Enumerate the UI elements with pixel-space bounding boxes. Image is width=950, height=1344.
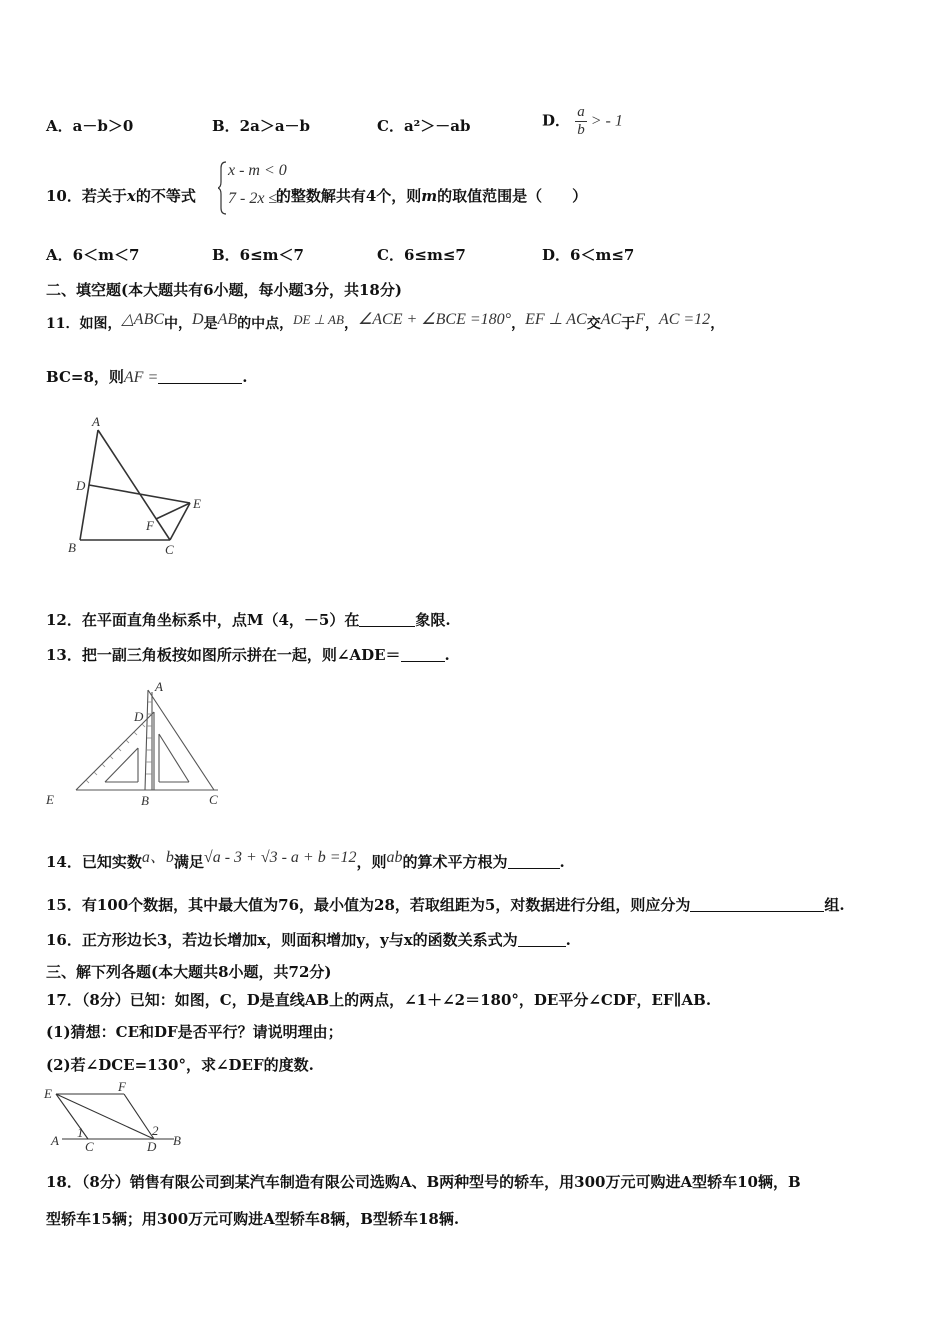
q16-text: 16．正方形边长3，若边长增加x，则面积增加y，y与x的函数关系式为 (46, 931, 518, 949)
q12-stem (46, 610, 451, 630)
q11-text-9: ， (644, 316, 659, 332)
q11-fig-label-f: F (146, 518, 154, 533)
q10-var-m: m (421, 187, 438, 205)
q14-text-1: 14．已知实数 (46, 853, 142, 871)
q13-fig-label-b: B (141, 793, 149, 808)
q15-text: 15．有100个数据，其中最大值为76，最小值为28，若取组距为5，对数据进行分组，则应分为 (46, 896, 691, 914)
q14-end: . (559, 853, 565, 871)
q17-fig-label-1: 1 (77, 1125, 84, 1140)
q13-fig-label-a: A (155, 680, 163, 694)
q16-stem (46, 930, 571, 950)
q10-suffix: 的整数解共有4个，则 (275, 187, 422, 205)
q17-fig-label-a: A (51, 1133, 59, 1148)
q11-math-perp: DE ⊥ AB (293, 312, 344, 327)
q17-part-1: (1)猜想：CE和DF是否平行？请说明理由； (46, 1023, 343, 1041)
q14-text-2: 满足 (173, 853, 204, 871)
q11-line2-math: AF = (123, 369, 159, 386)
q12-text: 12．在平面直角坐标系中，点M（4，－5）在 (46, 611, 360, 629)
q11-text-2: 中， (164, 316, 193, 332)
q11-fig-label-e: E (193, 496, 201, 511)
q14-math-ab-vars: a、b (141, 849, 174, 866)
q11-line2-text: BC=8，则 (46, 368, 124, 386)
q10-option-d: D．6＜m≤7 (542, 246, 635, 264)
q13-fig-label-d: D (134, 709, 144, 724)
q10-option-c: C．6≤m≤7 (377, 246, 466, 264)
q15-end: 组. (824, 896, 845, 914)
q11-math-triangle: △ABC (121, 311, 165, 328)
q9-option-d-label: D． (542, 111, 571, 130)
q11-fig-label-c: C (165, 542, 174, 557)
q12-end: 象限. (415, 611, 451, 629)
q11-text-7: 交 (586, 316, 601, 332)
q17-fig-label-e: E (44, 1086, 52, 1101)
q10-stem (46, 186, 587, 206)
q11-text-10: ， (710, 316, 725, 332)
q17-fig-label-c: C (85, 1139, 94, 1152)
q11-answer-blank[interactable] (158, 367, 242, 384)
q11-math-ab: AB (217, 311, 238, 328)
q11-text-5: ， (343, 316, 358, 332)
q11-text-3: 是 (203, 316, 218, 332)
q14-math-equation: √a - 3 + √3 - a + b =12 (203, 849, 357, 866)
q17-fig-label-b: B (173, 1133, 181, 1148)
q17-fig-label-f: F (118, 1082, 126, 1094)
q11-text-1: 11．如图， (46, 316, 122, 332)
q14-text-3: ，则 (356, 853, 387, 871)
q9-option-d-fraction (575, 104, 587, 139)
q11-math-ac: AC (600, 311, 622, 328)
q16-answer-blank[interactable] (518, 930, 566, 947)
q11-figure (60, 412, 220, 572)
q11-math-ac12: AC =12 (658, 311, 711, 328)
q11-fig-label-b: B (68, 540, 76, 555)
q12-answer-blank[interactable] (359, 610, 415, 627)
q13-stem (46, 645, 450, 665)
q11-math-angles: ∠ACE + ∠BCE =180° (357, 311, 512, 328)
q18-stem-line2: 型轿车15辆；用300万元可购进A型轿车8辆，B型轿车18辆. (46, 1210, 460, 1228)
q17-fig-label-2: 2 (152, 1123, 159, 1138)
q11-math-ef: EF ⊥ AC (525, 311, 587, 328)
section-3-heading: 三、解下列各题(本大题共8小题，共72分) (46, 963, 332, 981)
q11-stem (46, 310, 724, 334)
q14-answer-blank[interactable] (508, 852, 560, 869)
q15-stem (46, 895, 845, 915)
q11-stem-line2 (46, 367, 247, 388)
q11-math-f: F (635, 311, 645, 328)
q10-option-b: B．6≤m＜7 (212, 246, 304, 264)
q10-option-a: A．6＜m＜7 (46, 246, 140, 264)
fraction-numerator: a (577, 104, 585, 120)
q13-text: 13．把一副三角板按如图所示拼在一起，则∠ADE＝ (46, 646, 401, 664)
q13-figure (42, 680, 232, 810)
q13-end: . (444, 646, 450, 664)
q18-stem: 18．（8分）销售有限公司到某汽车制造有限公司选购A、B两种型号的轿车，用300万元可购进A型轿车10辆，B (46, 1173, 801, 1191)
q9-option-d-rest: > - 1 (586, 112, 623, 130)
q10-mid: 的不等式 (135, 187, 196, 205)
q17-part-2: (2)若∠DCE=130°，求∠DEF的度数. (46, 1056, 314, 1074)
q14-text-4: 的算术平方根为 (402, 853, 508, 871)
q15-answer-blank[interactable] (690, 895, 824, 912)
q10-prefix: 10．若关于 (46, 187, 127, 205)
q17-stem: 17．（8分）已知：如图，C，D是直线AB上的两点，∠1＋∠2＝180°，DE平分∠CDF，EF∥AB. (46, 991, 712, 1009)
q11-fig-label-a: A (92, 414, 100, 429)
section-2-heading: 二、填空题(本大题共有6小题，每小题3分，共18分) (46, 281, 402, 299)
q11-text-6: ， (511, 316, 526, 332)
fraction-denominator: b (577, 122, 585, 138)
q14-math-ab: ab (386, 849, 403, 866)
q9-option-c: C．a²＞－ab (377, 117, 471, 135)
q9-option-a: A．a－b＞0 (46, 117, 134, 135)
q11-fig-label-d: D (76, 478, 86, 493)
q16-end: . (565, 931, 571, 949)
q14-stem (46, 848, 565, 872)
q11-text-8: 于 (621, 316, 636, 332)
q13-answer-blank[interactable] (401, 645, 445, 662)
q11-line2-end: . (242, 368, 248, 386)
q9-option-d (542, 104, 623, 139)
q17-fig-label-d: D (147, 1139, 157, 1152)
q17-figure (42, 1082, 192, 1152)
q11-text-4: 的中点， (237, 316, 294, 332)
q10-tail: 的取值范围是（ ） (437, 187, 588, 205)
q13-fig-label-c: C (209, 792, 218, 807)
q10-var-x: x (126, 187, 136, 205)
q10-inequality-2: 7 - 2x ≤1 (228, 190, 286, 207)
q10-inequality-1: x - m < 0 (228, 162, 287, 179)
q9-option-b: B．2a＞a－b (212, 117, 311, 135)
q11-math-d: D (192, 311, 204, 328)
q13-fig-label-e: E (46, 792, 54, 807)
